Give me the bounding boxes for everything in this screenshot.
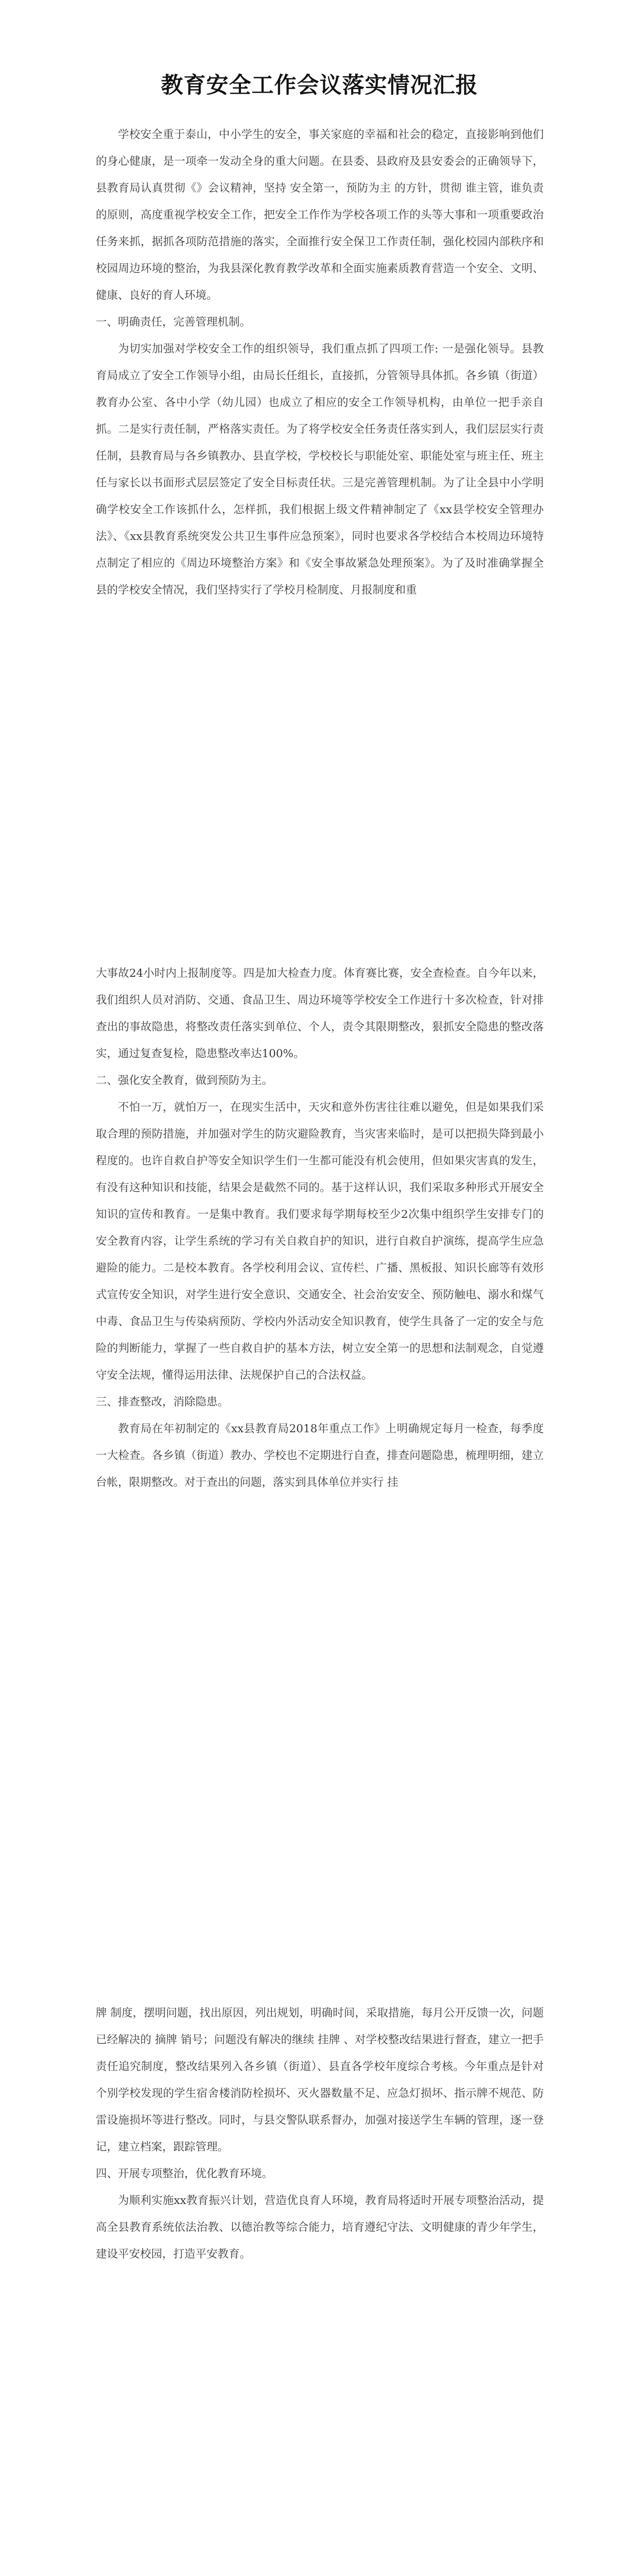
paragraph-environment: 为顺利实施xx教育振兴计划，营造优良育人环境，教育局将适时开展专项整治活动，提高全县教育系统依法治教、以德治教等综合能力，培育遵纪守法、文明健康的青少年学生，建设平安校园，打造平安教育。 [96, 2194, 544, 2261]
paragraph-responsibility: 为切实加强对学校安全工作的组织领导，我们重点抓了四项工作: 一是强化领导。县教育局成立了安全工作领导小组，由局长任组长，直接抓，分管领导具体抓。各乡镇（街道）教育办公室、各中小学（幼儿园）也成立了相应的安全工作领导机构，由单位一把手亲自抓。二是实行责任制，严格落实责任。为了将学校安全任务责任落实到人，我们层层实行责任制，县教育局与各乡镇教办、县直学校，学校校长与职能处室、职能处室与班主任、班主任与家长以书面形式层层签定了安全目标责任状。三是完善管理机制。为了让全县中小学明确学校安全工作该抓什么，怎样抓，我们根据上级文件精神制定了《xx县学校安全管理办法》、《xx县教育系统突发公共卫生事件应急预案》，同时也要求各学校结合本校周边环境特点制定了相应的《周边环境整治方案》和《安全事故紧急处理预案》。为了及时准确掌握全县的学校安全情况，我们坚持实行了学校月检制度、月报制度和重 [96, 343, 544, 597]
heading-responsibility: 一、明确责任，完善管理机制。 [96, 316, 251, 329]
heading-environment: 四、开展专项整治，优化教育环境。 [96, 2167, 273, 2180]
paragraph-hazards: 教育局在年初制定的《xx县教育局2018年重点工作》上明确规定每月一检查，每季度一大检查。各乡镇（街道）教办、学校也不定期进行自查，排查问题隐患，梳理明细，建立台帐，限期整改。对于查出的问题，落实到具体单位并实行 挂 [96, 1422, 544, 1489]
paragraph-inspection: 大事故24小时内上报制度等。四是加大检查力度。体育赛比赛，安全查检查。自今年以来，我们组织人员对消防、交通、食品卫生、周边环境等学校安全工作进行十多次检查，针对排查出的事故隐患，将整改责任落实到单位、个人，责令其限期整改，狠抓安全隐患的整改落实，通过复查复检，隐患整改率达100%。 [96, 967, 544, 1060]
text-block-1 [96, 122, 544, 604]
paragraph-education: 不怕一万，就怕万一，在现实生活中，天灾和意外伤害往往难以避免，但是如果我们采取合理的预防措施，并加强对学生的防灾避险教育，当灾害来临时，是可以把损失降到最小程度的。也许自救自护等安全知识学生们一生都可能没有机会使用，但如果灾害真的发生，有没有这种知识和技能，结果会是截然不同的。基于这样认识，我们采取多种形式开展安全知识的宣传和教育。一是集中教育。我们要求每学期每校至少2次集中组织学生安排专门的安全教育内容，让学生系统的学习有关自救自护的知识，进行自救自护演练，提高学生应急避险的能力。二是校本教育。各学校利用会议、宣传栏、广播、黑板报、知识长廊等有效形式宣传安全知识，对学生进行安全意识、交通安全、社会治安安全、预防触电、溺水和煤气中毒、食品卫生与传染病预防、学校内外活动安全知识教育，使学生具备了一定的安全与危险的判断能力，掌握了一些自救自护的基本方法，树立安全第一的思想和法制观念，自觉遵守安全法规，懂得运用法律、法规保护自己的合法权益。 [96, 1101, 544, 1382]
paragraph-intro: 学校安全重于泰山，中小学生的安全，事关家庭的幸福和社会的稳定，直接影响到他们的身心健康，是一项牵一发动全身的重大问题。在县委、县政府及县安委会的正确领导下，县教育局认真贯彻《》会议精神，坚持 安全第一，预防为主 的方针，贯彻 谁主管，谁负责 的原则，高度重视学校安全工作，把安全工作作为学校各项工作的头等大事和一项重要政治任务来抓，据抓各项防范措施的落实，全面推行安全保卫工作责任制，强化校园内部秩序和校园周边环境的整治，为我县深化教育教学改革和全面实施素质教育营造一个安全、文明、健康、良好的育人环境。 [96, 128, 544, 302]
document-title: 教育安全工作会议落实情况汇报 [161, 73, 478, 98]
text-block-2 [96, 960, 544, 1496]
heading-hazards: 三、排查整改，消除隐患。 [96, 1396, 229, 1409]
paragraph-rectification: 牌 制度，摆明问题，找出原因，列出规划，明确时间，采取措施，每月公开反馈一次，问题已经解决的 摘牌 销号；问题没有解决的继续 挂牌 、对学校整改结果进行督查，建立一把手责任追究制度，整改结果列入各乡镇（街道）、县直各学校年度综合考核。今年重点是针对个别学校发现的学生宿舍楼消防栓损坏、灭火器数量不足、应急灯损坏、指示牌不规范、防雷设施损坏等进行整改。同时，与县交警队联系督办，加强对接送学生车辆的管理，逐一登记，建立档案，跟踪管理。 [96, 2007, 544, 2154]
text-block-3 [96, 2000, 544, 2268]
heading-education: 二、强化安全教育，做到预防为主。 [96, 1074, 273, 1087]
